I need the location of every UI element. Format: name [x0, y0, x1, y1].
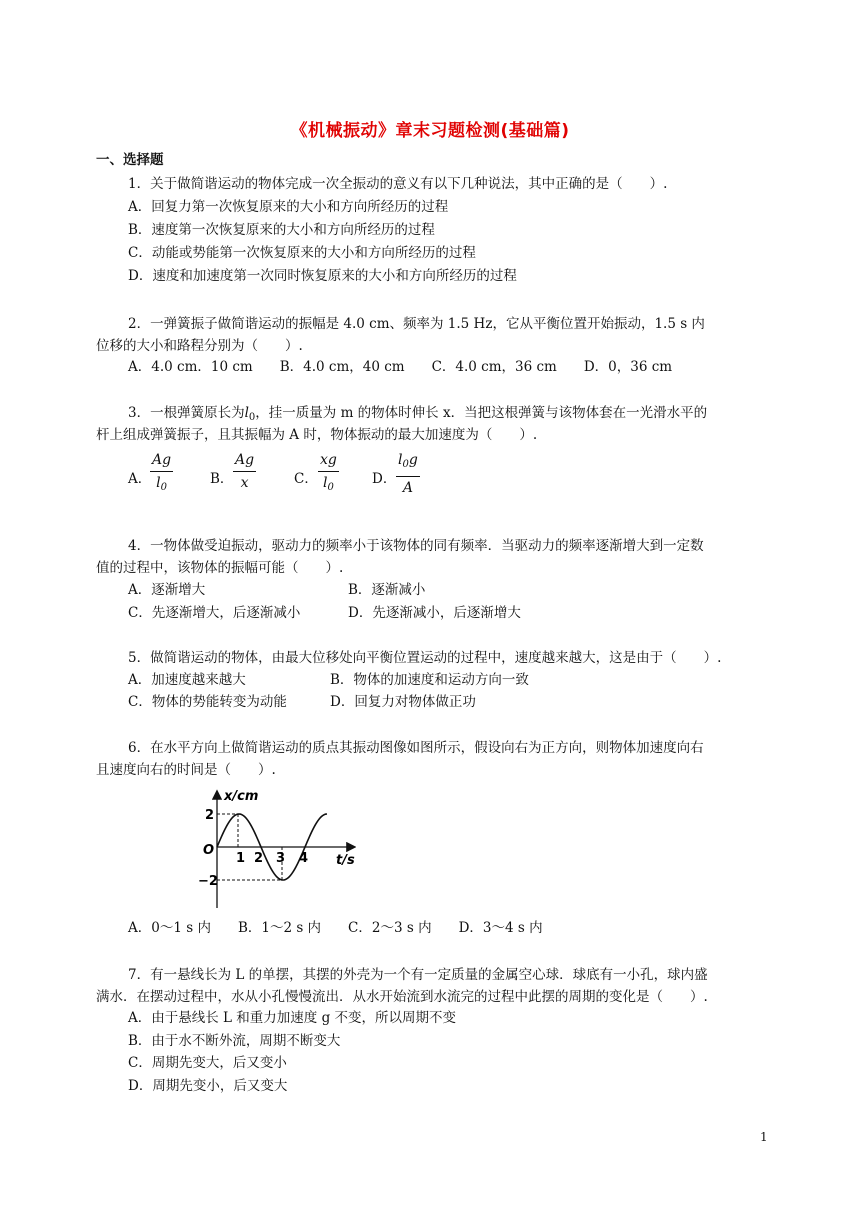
q6-stem-line1: 6．在水平方向上做简谐运动的质点其振动图像如图所示，假设向右为正方向，则物体加速度向右 [128, 740, 704, 756]
q3-stem-line2: 杆上组成弹簧振子，且其振幅为 A 时，物体振动的最大加速度为（ ）. [96, 427, 538, 443]
q1-stem: 1．关于做简谐运动的物体完成一次全振动的意义有以下几种说法，其中正确的是（ ）. [128, 176, 668, 192]
q3-a-denominator: $l_0$ [156, 475, 167, 493]
q2-stem-line1: 2．一弹簧振子做简谐运动的振幅是 4.0 cm、频率为 1.5 Hz，它从平衡位置开始振动，1.5 s 内 [128, 316, 705, 332]
q3-d-numerator: $l_0g$ [396, 451, 420, 477]
graph-origin: O [203, 843, 215, 858]
q3-option-b-label: B． [210, 471, 234, 487]
q7-option-c: C．周期先变大，后又变小 [128, 1055, 287, 1071]
q7-stem-line2: 满水．在摆动过程中，水从小孔慢慢流出．从水开始流到水流完的过程中此摆的周期的变化是（ ）. [96, 989, 708, 1005]
q3-option-a-fraction [150, 451, 173, 497]
q3-c-numerator: xg [318, 451, 339, 472]
q3-symbol-l: l [244, 405, 249, 421]
q1-option-c: C．动能或势能第一次恢复原来的大小和方向所经历的过程 [128, 245, 476, 261]
q3-b-numerator: Ag [233, 451, 256, 472]
graph-y-label: x/cm [224, 789, 259, 804]
q6-vibration-graph [196, 786, 356, 911]
q3-d-denominator: A [402, 480, 413, 496]
q3-b-denominator: x [240, 475, 249, 491]
q1-option-b: B．速度第一次恢复原来的大小和方向所经历的过程 [128, 222, 435, 238]
graph-x-label: t/s [336, 853, 355, 868]
q3-stem-text-b: ，挂一质量为 m 的物体时伸长 x．当把这根弹簧与该物体套在一光滑水平的 [255, 405, 708, 421]
q7-stem-line1: 7．有一悬线长为 L 的单摆，其摆的外壳为一个有一定质量的金属空心球．球底有一小孔，球内盛 [128, 967, 708, 983]
q5-option-a: A．加速度越来越大 [128, 672, 246, 688]
q6-stem-line2: 且速度向右的时间是（ ）. [96, 762, 276, 778]
q4-option-a: A．逐渐增大 [128, 582, 206, 598]
graph-x-tick-3: 3 [276, 851, 286, 866]
q1-option-a: A．回复力第一次恢复原来的大小和方向所经历的过程 [128, 199, 449, 215]
graph-x-tick-4: 4 [299, 851, 309, 866]
q7-option-b: B．由于水不断外流，周期不断变大 [128, 1033, 341, 1049]
q7-option-d: D．周期先变小，后又变大 [128, 1078, 288, 1094]
q3-subscript: 0 [248, 412, 256, 423]
graph-x-tick-2: 2 [254, 851, 264, 866]
q4-option-d: D．先逐渐减小，后逐渐增大 [348, 605, 521, 621]
q2-options: A．4.0 cm．10 cm B．4.0 cm，40 cm C．4.0 cm，36 cm D．0，36 cm [128, 359, 673, 375]
q3-option-a-label: A． [128, 471, 152, 487]
q4-stem-line1: 4．一物体做受迫振动，驱动力的频率小于该物体的同有频率．当驱动力的频率逐渐增大到一定数 [128, 538, 704, 554]
page-number: 1 [760, 1130, 768, 1144]
q3-a-numerator: Ag [150, 451, 173, 472]
q3-stem-text-a: 3．一根弹簧原长为 [128, 405, 245, 421]
q3-option-c-label: C． [294, 471, 318, 487]
q1-option-d: D．速度和加速度第一次同时恢复原来的大小和方向所经历的过程 [128, 268, 517, 284]
q6-options: A．0～1 s 内 B．1～2 s 内 C．2～3 s 内 D．3～4 s 内 [128, 920, 543, 936]
q2-stem-line2: 位移的大小和路程分别为（ ）. [96, 338, 303, 354]
q5-option-c: C．物体的势能转变为动能 [128, 694, 287, 710]
q5-option-d: D．回复力对物体做正功 [330, 694, 476, 710]
q5-stem: 5．做简谐运动的物体，由最大位移处向平衡位置运动的过程中，速度越来越大，这是由于（ ）. [128, 650, 722, 666]
page-title: 《机械振动》章末习题检测(基础篇) [290, 121, 570, 141]
q3-option-d-label: D． [372, 471, 397, 487]
q3-c-denominator: $l_0$ [323, 475, 334, 493]
graph-x-tick-1: 1 [236, 851, 246, 866]
q4-option-b: B．逐渐减小 [348, 582, 426, 598]
section-heading: 一、选择题 [96, 152, 164, 168]
q3-option-c-fraction [318, 451, 339, 497]
q7-option-a: A．由于悬线长 L 和重力加速度 g 不变，所以周期不变 [128, 1010, 457, 1026]
q3-option-d-fraction [396, 451, 420, 497]
q3-option-b-fraction [233, 451, 256, 492]
graph-y-tick-neg2: −2 [198, 874, 218, 889]
q4-option-c: C．先逐渐增大，后逐渐减小 [128, 605, 301, 621]
q4-stem-line2: 值的过程中，该物体的振幅可能（ ）. [96, 560, 344, 576]
graph-y-tick-2: 2 [205, 808, 215, 823]
q5-option-b: B．物体的加速度和运动方向一致 [330, 672, 529, 688]
